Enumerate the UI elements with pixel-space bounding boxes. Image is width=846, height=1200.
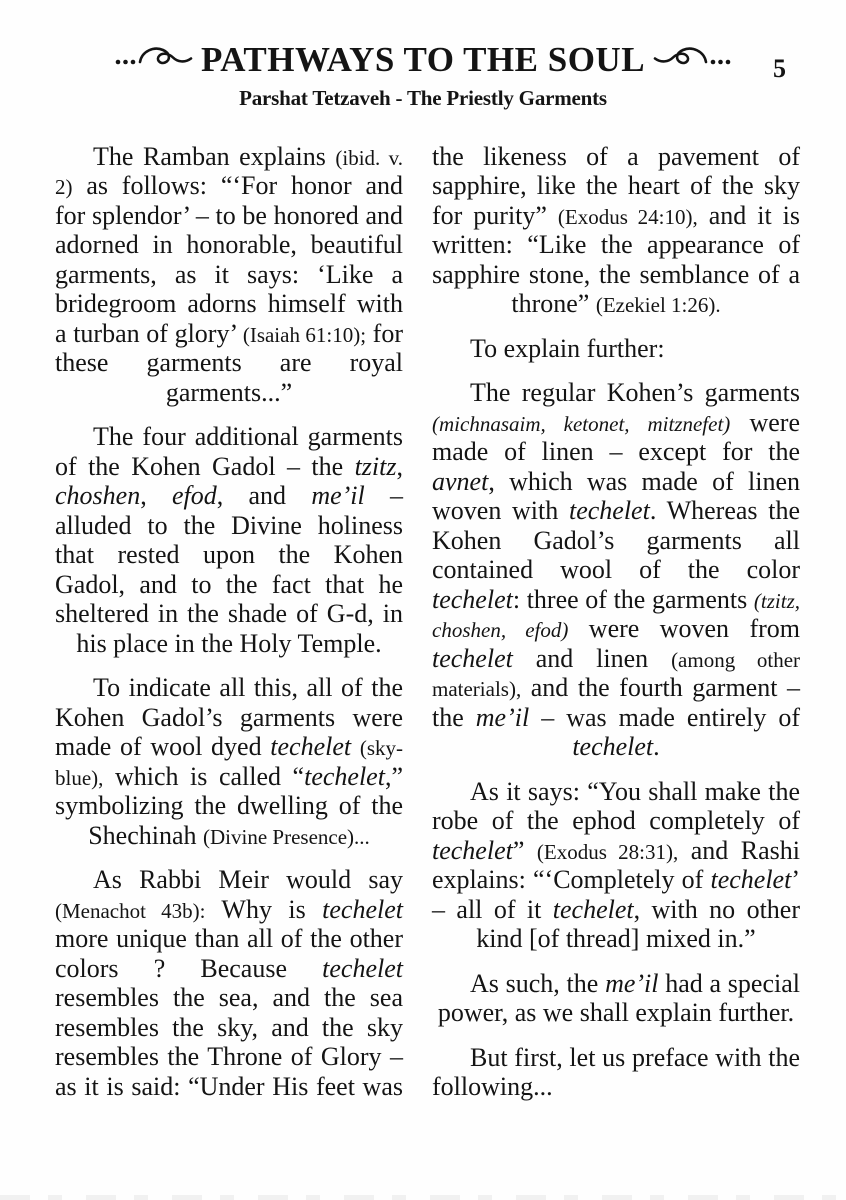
text-segment: , bbox=[140, 481, 172, 511]
text-segment: . Whereas the Kohen Gadol’s garments all contained wool of the color bbox=[432, 496, 800, 585]
text-segment: (sky-blue), bbox=[55, 736, 403, 790]
paragraph bbox=[432, 1043, 800, 1102]
text-segment: were made of linen – except for the bbox=[432, 407, 800, 467]
paragraph bbox=[432, 969, 800, 1028]
text-segment: as follows: “‘For honor and for splendor’ – to be honored and adorned in honorable, beautiful garments, as it says: ‘Like a bridegroom adorns himself with a turban of glory’ bbox=[55, 171, 403, 348]
text-segment: efod bbox=[171, 481, 217, 511]
paragraph bbox=[55, 422, 403, 658]
text-segment: . bbox=[653, 732, 660, 762]
text-segment: – alluded to the Divine holiness that rested upon the Kohen Gadol, and to the fact that he sheltered in the shade of G-d, in his place in the Holy Temple. bbox=[55, 481, 403, 658]
paragraph bbox=[432, 334, 800, 364]
paragraph bbox=[55, 673, 403, 850]
two-column-text bbox=[0, 111, 846, 1117]
text-segment: (michnasaim, ketonet, mitznefet) bbox=[432, 411, 731, 436]
text-segment: techelet bbox=[270, 732, 352, 762]
text-segment: (Exodus 28:31), bbox=[536, 839, 679, 864]
page-subtitle: Parshat Tetzaveh - The Priestly Garments bbox=[239, 85, 607, 110]
text-segment: and it is written: “Like the appearance of sapphire stone, the semblance of a throne” bbox=[432, 200, 800, 319]
text-segment: techelet bbox=[710, 865, 792, 895]
paragraph bbox=[55, 865, 403, 1101]
text-segment: techelet bbox=[432, 835, 513, 865]
paragraph bbox=[432, 142, 800, 319]
text-segment: and linen bbox=[512, 643, 672, 673]
text-segment: (Menachot 43b): bbox=[55, 898, 206, 923]
text-segment: me’il bbox=[311, 481, 365, 511]
text-segment: (Ezekiel 1:26). bbox=[595, 293, 721, 318]
text-segment: – was made entirely of bbox=[529, 702, 800, 732]
text-segment: techelet bbox=[432, 584, 513, 614]
text-segment: ,” symbolizing the dwelling of the Shechinah bbox=[55, 761, 403, 850]
text-segment: But first, let us preface with the following... bbox=[432, 1042, 800, 1102]
text-segment: which is called “ bbox=[103, 761, 305, 791]
text-segment: and the fourth garment – the bbox=[432, 673, 800, 732]
text-segment: The Ramban explains bbox=[93, 141, 336, 171]
text-segment: techelet bbox=[322, 953, 403, 983]
text-segment: were woven from bbox=[568, 614, 801, 644]
page-number: 5 bbox=[773, 54, 786, 83]
text-segment: techelet bbox=[304, 761, 385, 791]
text-segment: had a special power, as we shall explain further. bbox=[437, 968, 800, 1028]
text-segment: (ibid. v. 2) bbox=[55, 145, 403, 200]
text-segment: , which was made of linen woven with bbox=[432, 466, 800, 526]
column-right bbox=[432, 142, 800, 1117]
text-segment: avnet bbox=[432, 466, 489, 496]
title-row bbox=[0, 42, 846, 79]
text-segment: choshen bbox=[55, 481, 141, 511]
scan-edge-artifact bbox=[0, 1195, 846, 1200]
text-segment: tzitz bbox=[354, 451, 397, 481]
text-segment: techelet bbox=[572, 732, 654, 762]
text-segment: techelet bbox=[432, 643, 513, 673]
text-segment: (Divine Presence)... bbox=[203, 824, 370, 849]
paragraph bbox=[432, 777, 800, 954]
text-segment: Why is bbox=[205, 894, 323, 924]
flourish-left-icon bbox=[113, 43, 193, 78]
text-segment: (Isaiah 61:10); bbox=[242, 322, 367, 347]
text-segment: techelet bbox=[552, 894, 634, 924]
text-segment: To explain further: bbox=[470, 333, 665, 363]
text-segment: To indicate all this, all of the Kohen Gadol’s garments were made of wool dyed bbox=[55, 673, 403, 762]
text-segment: (tzitz, choshen, efod) bbox=[432, 588, 800, 643]
text-segment: and Rashi explains: “‘Completely of bbox=[432, 835, 800, 895]
text-segment: ’ – all of it bbox=[432, 865, 800, 924]
text-segment: The four additional garments of the Kohen Gadol – the bbox=[55, 422, 403, 481]
text-segment: As Rabbi Meir would say bbox=[93, 865, 403, 895]
text-segment: The regular Kohen’s garments bbox=[470, 378, 800, 408]
paragraph bbox=[55, 142, 403, 408]
text-segment: , with no other kind [of thread] mixed in.” bbox=[476, 894, 801, 954]
flourish-right-icon bbox=[653, 43, 733, 78]
page-header bbox=[0, 0, 846, 111]
text-segment bbox=[351, 732, 360, 761]
page-title: PATHWAYS TO THE SOUL bbox=[200, 40, 646, 79]
text-segment: ” bbox=[512, 835, 537, 865]
text-segment: more unique than all of the other colors ? Because bbox=[55, 924, 403, 983]
text-segment: : three of the garments bbox=[512, 584, 754, 614]
text-segment: (Exodus 24:10), bbox=[557, 204, 698, 229]
text-segment: techelet bbox=[322, 894, 403, 924]
text-segment: me’il bbox=[605, 968, 659, 998]
text-segment: As such, the bbox=[470, 968, 606, 998]
text-segment: the likeness of a pavement of sapphire, like the heart of the sky for purity” bbox=[432, 141, 800, 230]
column-left bbox=[55, 142, 403, 1117]
text-segment: me’il bbox=[475, 702, 530, 732]
text-segment: As it says: “You shall make the robe of the ephod completely of bbox=[432, 776, 800, 836]
text-segment: , and bbox=[216, 481, 312, 511]
text-segment: , bbox=[396, 451, 403, 481]
text-segment: techelet bbox=[568, 496, 650, 526]
text-segment: (among other materials), bbox=[432, 647, 801, 702]
text-segment: resembles the sea, and the sea resembles the sky, and the sky resembles the Throne of Glory – as it is said: “Under His feet was bbox=[55, 983, 403, 1101]
paragraph bbox=[432, 378, 800, 762]
text-segment: for these garments are royal garments...” bbox=[55, 318, 403, 407]
